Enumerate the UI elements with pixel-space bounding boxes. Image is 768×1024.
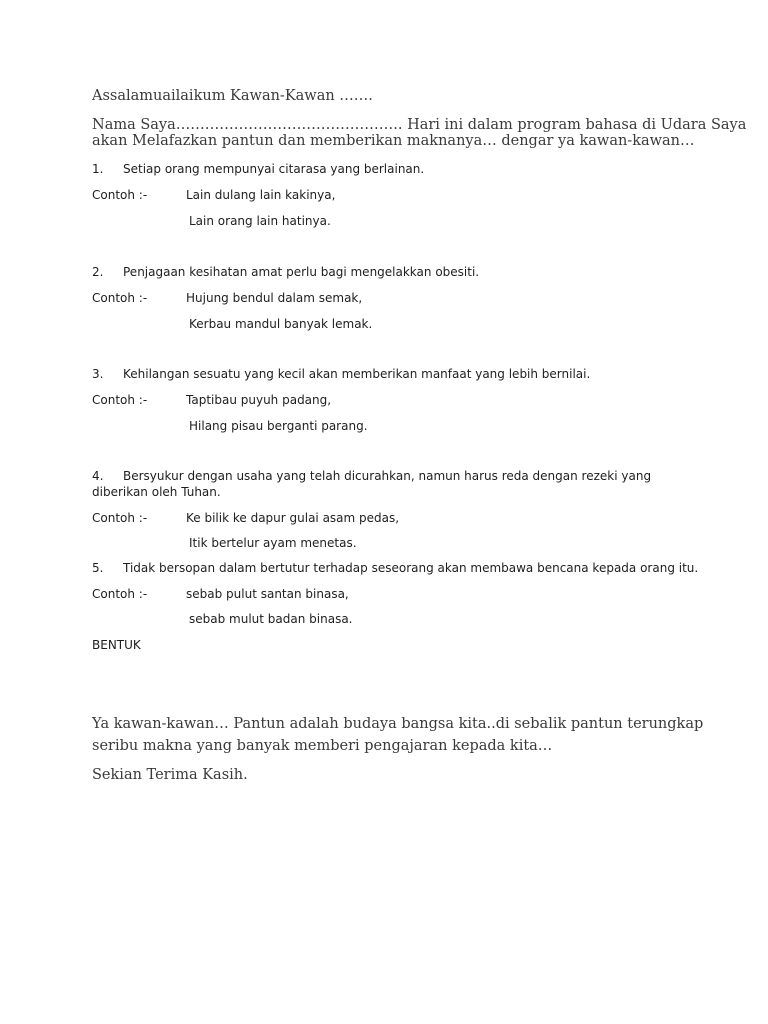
- item-number: 1.: [92, 162, 104, 176]
- item-text-continued: diberikan oleh Tuhan.: [92, 485, 221, 499]
- item-number: 3.: [92, 367, 104, 381]
- pantun-line-2: Itik bertelur ayam menetas.: [189, 536, 357, 550]
- pantun-line-2: Lain orang lain hatinya.: [189, 214, 331, 228]
- contoh-label: Contoh :-: [92, 291, 148, 305]
- contoh-label: Contoh :-: [92, 393, 148, 407]
- pantun-line-2: Hilang pisau berganti parang.: [189, 419, 368, 433]
- contoh-label: Contoh :-: [92, 511, 148, 525]
- contoh-label: Contoh :-: [92, 587, 148, 601]
- pantun-line-1: Ke bilik ke dapur gulai asam pedas,: [186, 511, 400, 525]
- greeting-heading: Assalamuailaikum Kawan-Kawan …….: [92, 88, 373, 104]
- intro-line-2: akan Melafazkan pantun dan memberikan maknanya… dengar ya kawan-kawan…: [92, 133, 695, 149]
- pantun-line-1: Taptibau puyuh padang,: [186, 393, 332, 407]
- contoh-label: Contoh :-: [92, 188, 148, 202]
- item-text: Penjagaan kesihatan amat perlu bagi mengelakkan obesiti.: [123, 265, 480, 279]
- item-text: Kehilangan sesuatu yang kecil akan memberikan manfaat yang lebih bernilai.: [123, 367, 591, 381]
- item-text: Bersyukur dengan usaha yang telah dicurahkan, namun harus reda dengan rezeki yang: [123, 469, 652, 483]
- pantun-line-2: sebab mulut badan binasa.: [189, 612, 353, 626]
- signoff: Sekian Terima Kasih.: [92, 767, 248, 783]
- item-number: 5.: [92, 561, 104, 575]
- pantun-line-1: Lain dulang lain kakinya,: [186, 188, 336, 202]
- intro-line-1: Nama Saya……………………………………….. Hari ini dalam program bahasa di Udara Saya: [92, 117, 747, 133]
- closing-line-2: seribu makna yang banyak memberi pengajaran kepada kita…: [92, 738, 553, 754]
- pantun-line-1: sebab pulut santan binasa,: [186, 587, 349, 601]
- item-number: 4.: [92, 469, 104, 483]
- pantun-line-2: Kerbau mandul banyak lemak.: [189, 317, 373, 331]
- item-text: Setiap orang mempunyai citarasa yang berlainan.: [123, 162, 425, 176]
- item-text: Tidak bersopan dalam bertutur terhadap seseorang akan membawa bencana kepada orang itu.: [123, 561, 699, 575]
- pantun-line-1: Hujung bendul dalam semak,: [186, 291, 363, 305]
- item-number: 2.: [92, 265, 104, 279]
- bentuk-label: BENTUK: [92, 638, 141, 652]
- closing-line-1: Ya kawan-kawan… Pantun adalah budaya bangsa kita..di sebalik pantun terungkap: [92, 716, 704, 732]
